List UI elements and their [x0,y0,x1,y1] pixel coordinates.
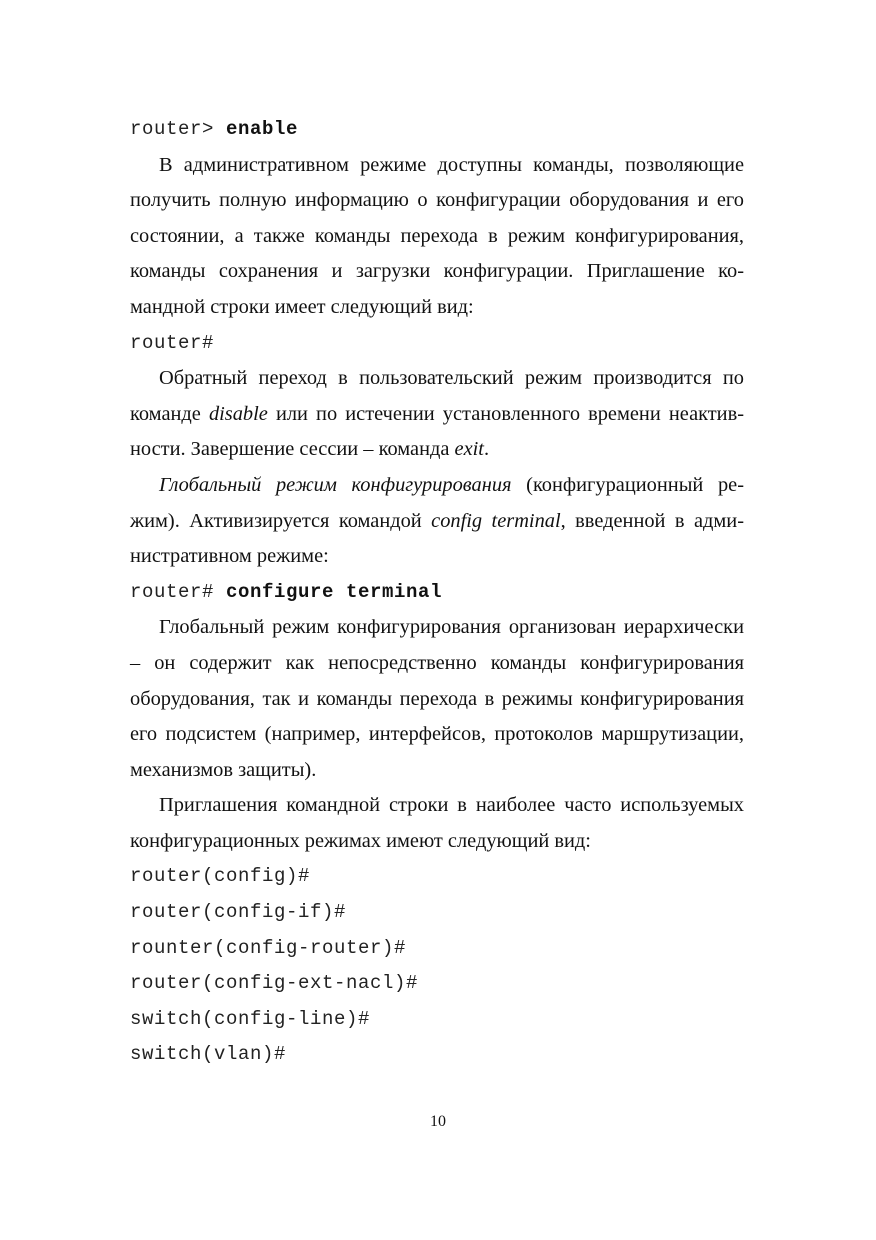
code-line-config-prompt: router(config)# [130,865,311,888]
text-fragment: . [483,438,490,461]
code-line-priv-prompt: router# [130,331,215,354]
paragraph-global-config [130,468,744,575]
page-number: 10 [430,1113,446,1130]
code-line-configure-terminal [130,575,744,611]
code-line-config-prompt: switch(config-line)# [130,1007,371,1030]
code-line-config-prompt: router(config-if)# [130,901,347,924]
code-line-enable [130,112,744,148]
prompt-text: router# [130,580,215,603]
code-line-config-prompt: rounter(config-router)# [130,936,407,959]
command-text: enable [226,118,299,140]
italic-term-disable: disable [208,402,268,425]
text-fragment: (конфигурационный режим). Активизируется командой [130,473,744,532]
paragraph-return-mode [130,361,744,468]
paragraph-prompts-intro: Приглашения командной строки в наиболее часто используемых конфигурационных режимах имеют следующий вид: [130,794,744,852]
paragraph-hierarchy: Глобальный режим конфигурирования организован иерархически – он содержит как непосредственно команды конфигурирования оборудования, так и команды перехода в режимы конфигурирования его подсистем (например, интерфейсов, протоколов маршрутизации, механизмов защиты). [130,616,744,781]
prompt-text: router> [130,118,215,140]
italic-term-global-mode: Глобальный режим конфигурирования [159,473,512,496]
code-line-config-prompt: router(config-ext-nacl)# [130,972,419,995]
italic-term-exit: exit [454,438,484,461]
italic-term-config-terminal: config terminal [431,509,561,532]
text-fragment: , введенной в административном режиме: [130,509,744,568]
page-content [130,112,744,1073]
paragraph-admin-mode: В административном режиме доступны команды, позволяющие получить полную информацию о конфигурации оборудования и его состоянии, а также команды перехода в режим конфигурирования, команды сохранения и загрузки конфигурации. Приглашение командной строки имеет следующий вид: [130,153,744,318]
text-fragment: Обратный переход в пользовательский режим производится по команде [130,367,744,425]
command-text: configure terminal [226,580,443,603]
code-line-config-prompt: switch(vlan)# [130,1043,287,1066]
text-fragment: или по истечении установленного времени неактивности. Завершение сессии – команда [130,402,744,461]
